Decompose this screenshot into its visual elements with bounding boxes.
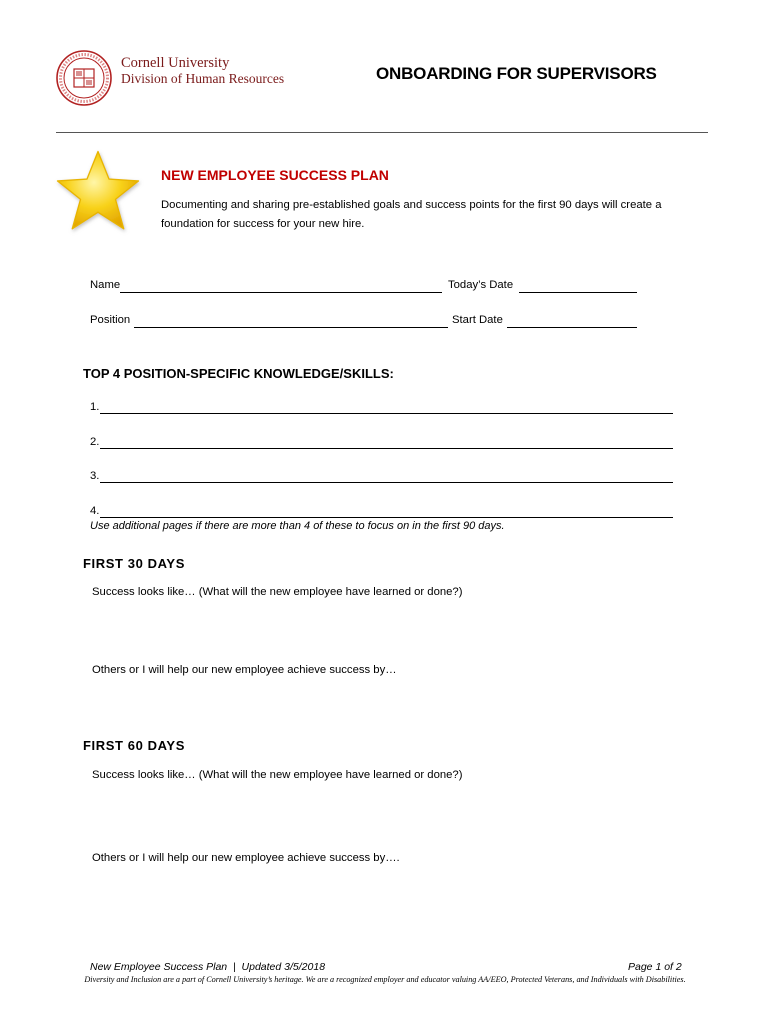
header-divider — [56, 132, 708, 133]
logo-line-university: Cornell University — [121, 55, 230, 71]
first-30-help-area[interactable] — [90, 682, 680, 732]
logo-line-division: Division of Human Resources — [121, 71, 285, 86]
start-date-label: Start Date — [452, 314, 503, 326]
first-60-help-prompt: Others or I will help our new employee achieve success by…. — [92, 852, 400, 864]
name-label: Name — [90, 279, 121, 291]
skill-field-4[interactable] — [100, 517, 673, 518]
star-icon — [52, 146, 144, 238]
start-date-field[interactable] — [507, 327, 637, 328]
skill-number: 1. — [90, 401, 100, 413]
footer-diversity-note: Diversity and Inclusion are a part of Cornell University’s heritage. We are a recognized employer and educator valuing AA/EEO, Protected Veterans, and Individuals with Disabilities. — [84, 975, 686, 984]
position-label: Position — [90, 314, 131, 326]
name-field[interactable] — [120, 292, 442, 293]
first-60-heading: FIRST 60 DAYS — [83, 738, 185, 753]
first-30-success-area[interactable] — [90, 604, 680, 654]
skill-number: 3. — [90, 470, 100, 482]
cornell-seal-icon — [56, 50, 112, 106]
footer-document-info: New Employee Success Plan | Updated 3/5/2018 — [90, 961, 326, 973]
skill-number: 4. — [90, 505, 100, 517]
first-30-heading: FIRST 30 DAYS — [83, 556, 185, 571]
skill-field-3[interactable] — [100, 482, 673, 483]
first-60-success-prompt: Success looks like… (What will the new employee have learned or done?) — [92, 769, 463, 781]
todays-date-field[interactable] — [519, 292, 637, 293]
position-field[interactable] — [134, 327, 448, 328]
skill-field-1[interactable] — [100, 413, 673, 414]
plan-intro: Documenting and sharing pre-established goals and success points for the first 90 days will create a foundation for success for your new hire. — [161, 199, 662, 230]
plan-title: NEW EMPLOYEE SUCCESS PLAN — [161, 167, 389, 183]
first-60-success-area[interactable] — [90, 787, 680, 847]
skill-number: 2. — [90, 436, 100, 448]
first-30-help-prompt: Others or I will help our new employee achieve success by… — [92, 664, 397, 676]
todays-date-label: Today’s Date — [448, 279, 514, 291]
first-30-success-prompt: Success looks like… (What will the new employee have learned or done?) — [92, 586, 463, 598]
skill-field-2[interactable] — [100, 448, 673, 449]
skills-note: Use additional pages if there are more than 4 of these to focus on in the first 90 days. — [90, 520, 505, 532]
logo-wordmark — [121, 56, 284, 86]
skills-heading: TOP 4 POSITION-SPECIFIC KNOWLEDGE/SKILLS: — [83, 366, 394, 381]
footer-page-number: Page 1 of 2 — [628, 961, 682, 973]
document-title: ONBOARDING FOR SUPERVISORS — [376, 64, 657, 83]
first-60-help-area[interactable] — [90, 870, 680, 950]
